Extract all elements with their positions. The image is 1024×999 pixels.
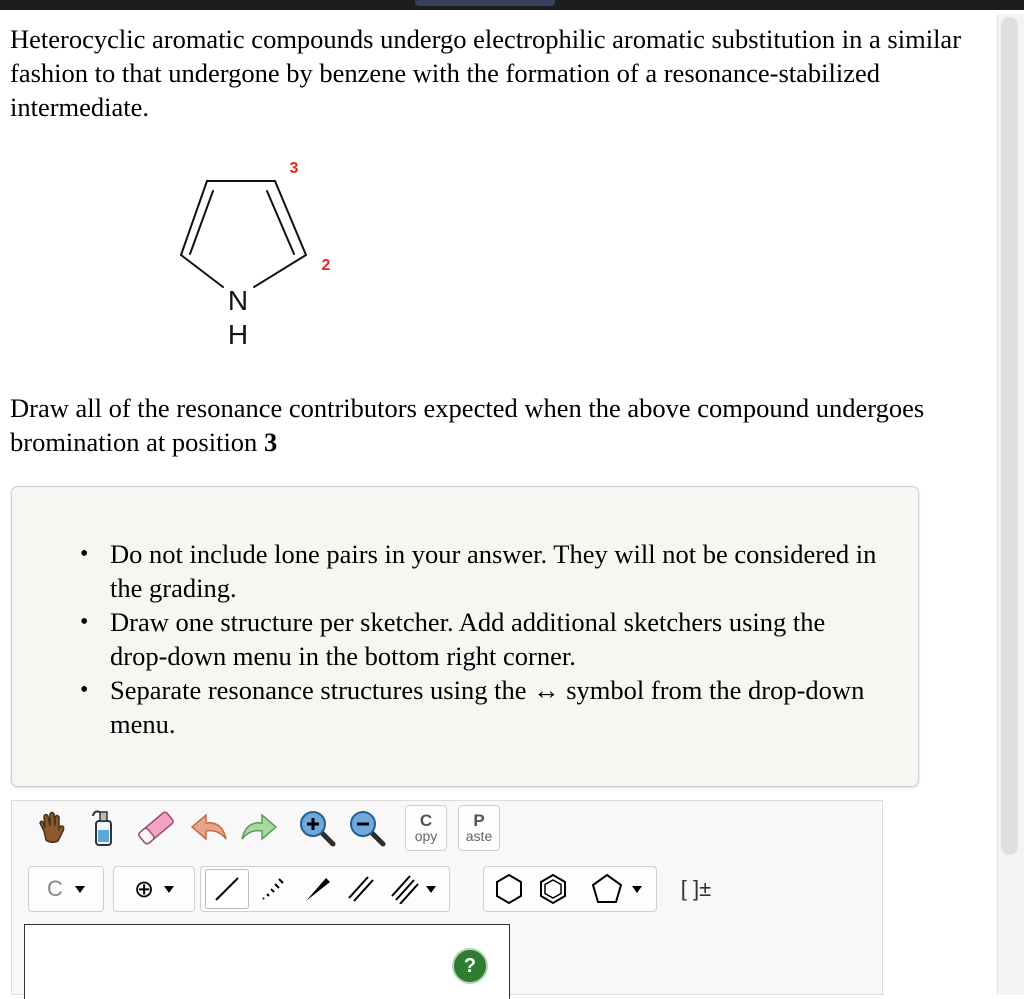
bond-tools-group — [200, 866, 450, 912]
double-bond-button[interactable] — [341, 869, 381, 909]
hexagon-ring-icon — [492, 872, 526, 906]
charge-plus-icon: ⊕ — [133, 875, 155, 903]
redo-icon — [238, 809, 280, 847]
hand-tool-button[interactable] — [28, 805, 74, 851]
undo-icon — [188, 809, 230, 847]
hashed-bond-button[interactable] — [253, 869, 293, 909]
zoom-in-button[interactable] — [294, 805, 340, 851]
triple-bond-selector[interactable] — [385, 869, 441, 909]
position-3-label: 3 — [289, 160, 299, 177]
paste-button-initial: P — [473, 810, 485, 830]
instruction-item: • Draw one structure per sketcher. Add additional sketchers using the drop-down menu in the bottom right corner. — [80, 605, 880, 673]
pyrrole-structure — [150, 150, 370, 360]
question-position: 3 — [263, 427, 278, 457]
scrollbar-thumb[interactable] — [1001, 17, 1018, 855]
hashed-wedge-bond-icon — [258, 874, 288, 904]
charge-selector[interactable] — [113, 866, 195, 912]
instructions-panel — [11, 486, 919, 787]
eraser-icon — [135, 808, 177, 848]
zoom-out-button[interactable] — [344, 805, 390, 851]
caret-down-icon — [426, 886, 436, 893]
redo-button[interactable] — [236, 805, 282, 851]
zoom-out-icon — [347, 808, 387, 848]
nitrogen-label: N — [227, 285, 249, 316]
question-body: Draw all of the resonance contributors expected when the above compound undergoes bromination at position — [10, 393, 925, 457]
single-bond-icon — [212, 874, 242, 904]
wedge-bond-button[interactable] — [297, 869, 337, 909]
cyclopentane-selector[interactable] — [578, 867, 654, 911]
triple-bond-icon — [390, 874, 420, 904]
instruction-item: • Do not include lone pairs in your answer. They will not be considered in the grading. — [80, 537, 880, 605]
eraser-tool-button[interactable] — [132, 805, 180, 851]
hand-icon — [32, 809, 70, 847]
drawing-canvas[interactable] — [24, 924, 510, 999]
caret-down-icon — [164, 886, 174, 893]
wedge-bond-icon — [302, 874, 332, 904]
element-selector-label: C — [47, 876, 63, 901]
cyclohexane-button[interactable] — [488, 867, 530, 911]
element-selector[interactable] — [28, 866, 104, 912]
zoom-in-icon — [297, 808, 337, 848]
instructions-list — [80, 537, 880, 741]
bracket-charge-label: [ ]± — [680, 876, 712, 901]
intro-text: Heterocyclic aromatic compounds undergo electrophilic aromatic substitution in a similar fashion to that undergone by benzene with the formation of a resonance-stabilized intermediate. — [10, 24, 962, 122]
caret-down-icon — [632, 886, 642, 893]
bracket-charge-button[interactable] — [670, 866, 722, 912]
undo-button[interactable] — [186, 805, 232, 851]
references-tab[interactable] — [415, 0, 555, 6]
instruction-item: • Separate resonance structures using the ↔ symbol from the drop-down menu. — [80, 673, 880, 741]
copy-button-label: opy — [414, 827, 438, 844]
flask-icon — [86, 808, 120, 848]
copy-button-initial: C — [419, 810, 433, 830]
single-bond-button[interactable] — [205, 869, 249, 909]
paste-button[interactable] — [458, 805, 500, 851]
position-2-label: 2 — [321, 257, 331, 274]
paste-button-label: aste — [465, 827, 493, 844]
double-bond-icon — [346, 874, 376, 904]
flask-tool-button[interactable] — [80, 805, 126, 851]
browser-top-bar — [0, 0, 1024, 10]
pentagon-ring-icon — [590, 872, 624, 906]
question-text — [10, 391, 970, 459]
benzene-ring-icon — [536, 872, 570, 906]
caret-down-icon — [75, 886, 85, 893]
benzene-button[interactable] — [532, 867, 574, 911]
hydrogen-label: H — [227, 319, 249, 350]
help-button[interactable]: ? — [452, 948, 488, 984]
copy-button[interactable] — [405, 805, 447, 851]
ring-tools-group — [483, 866, 657, 912]
